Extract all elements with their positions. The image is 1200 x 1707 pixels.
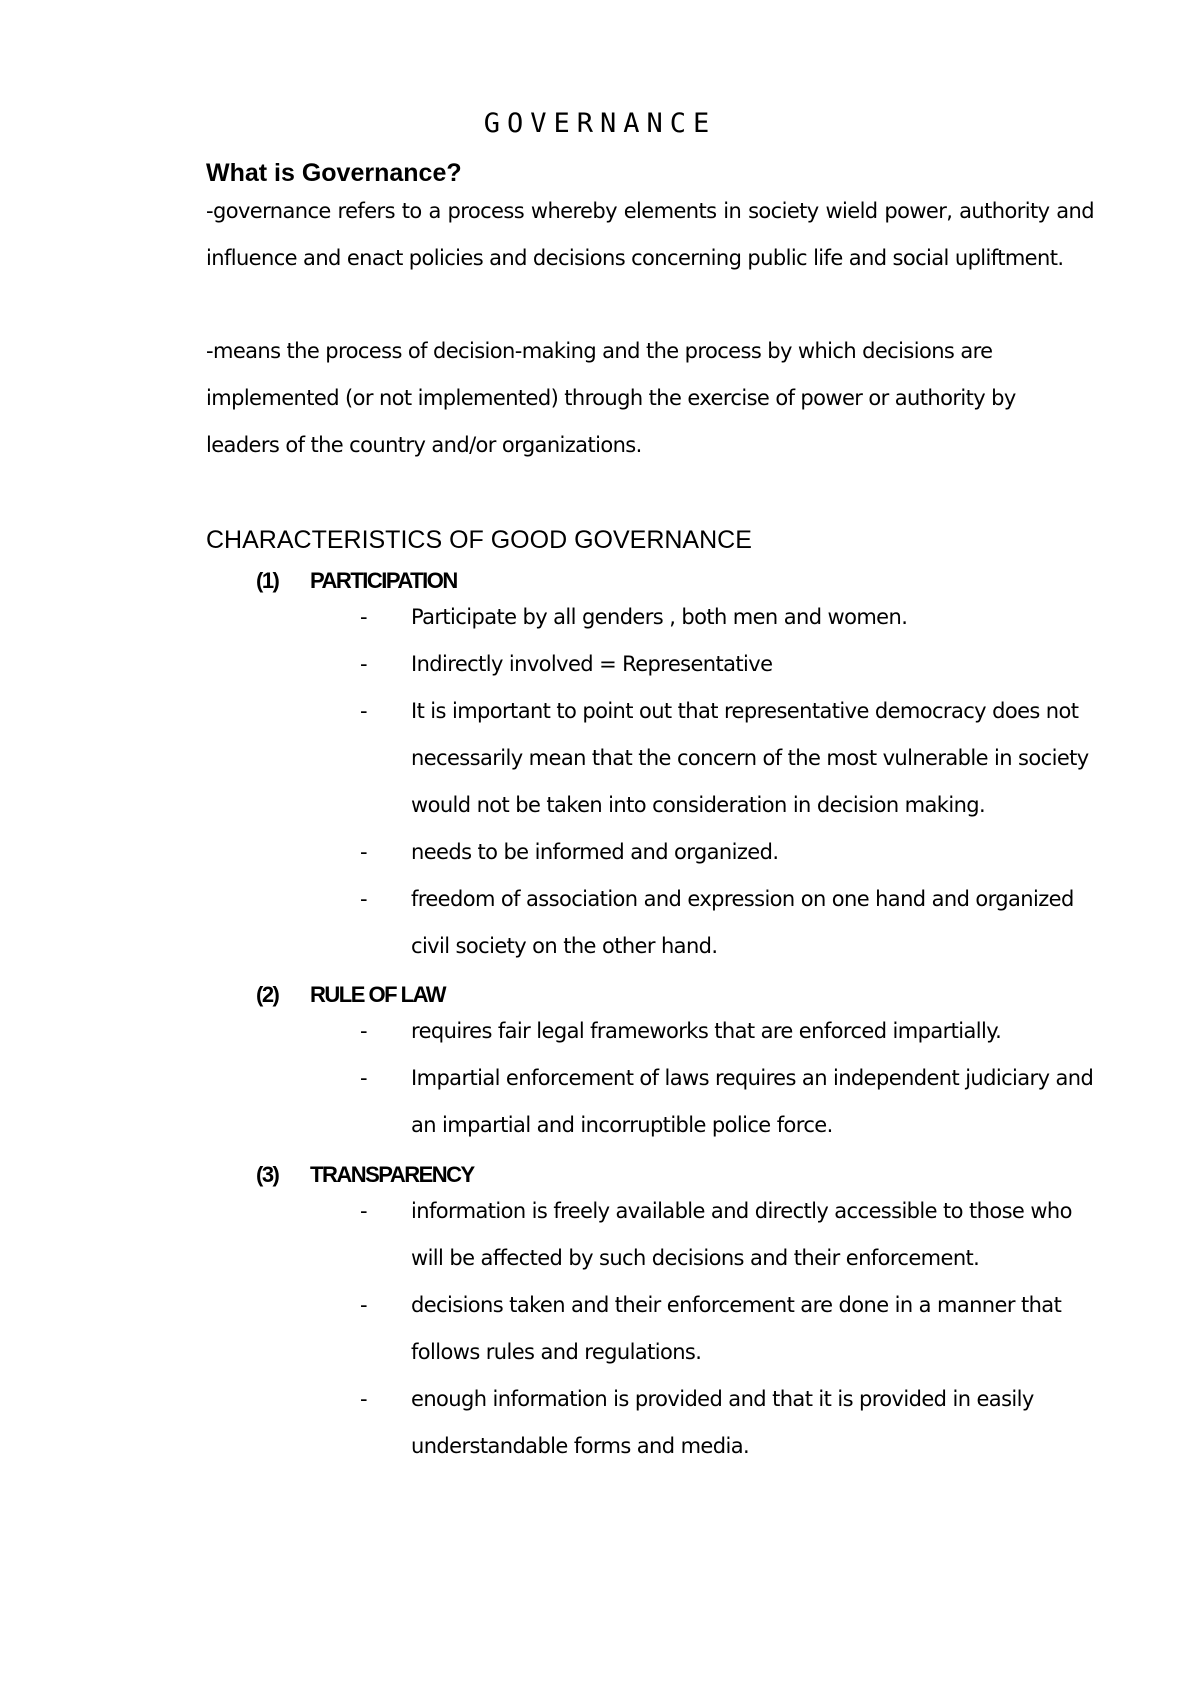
list-item: [360, 641, 1100, 688]
bullet-text: needs to be informed and organized.: [411, 840, 779, 864]
bullet-dash: -: [360, 1387, 367, 1411]
question-heading: What is Governance?: [206, 159, 462, 187]
bullet-dash: -: [360, 840, 367, 864]
section-title: TRANSPARENCY: [310, 1162, 474, 1187]
document-title: GOVERNANCE: [483, 108, 717, 139]
list-item: [360, 1282, 1100, 1376]
bullet-text: requires fair legal frameworks that are enforced impartially.: [411, 1019, 1002, 1043]
section-number: (2): [256, 982, 279, 1007]
list-item: [360, 594, 1100, 641]
bullet-dash: -: [360, 605, 367, 629]
bullet-text: freedom of association and expression on one hand and organized civil society on the other hand.: [411, 887, 1074, 958]
section-number: (1): [256, 568, 279, 593]
bullet-text: enough information is provided and that it is provided in easily understandable forms and media.: [411, 1387, 1034, 1458]
list-item: [360, 1008, 1100, 1055]
section-number: (3): [256, 1162, 279, 1187]
definition-paragraph-1: -governance refers to a process whereby elements in society wield power, authority and influence and enact policies and decisions concerning public life and social upliftment.: [206, 199, 1094, 270]
bullet-dash: -: [360, 699, 367, 723]
section-title: RULE OF LAW: [310, 982, 446, 1007]
bullet-dash: -: [360, 1199, 367, 1223]
list-item: [360, 1376, 1100, 1470]
bullet-text: Indirectly involved = Representative: [411, 652, 773, 676]
bullet-text: Participate by all genders , both men and women.: [411, 605, 908, 629]
bullet-dash: -: [360, 652, 367, 676]
section-title: PARTICIPATION: [310, 568, 457, 593]
list-item: [360, 829, 1100, 876]
bullet-dash: -: [360, 887, 367, 911]
bullet-text: decisions taken and their enforcement are done in a manner that follows rules and regulations.: [411, 1293, 1062, 1364]
bullet-text: information is freely available and directly accessible to those who will be affected by such decisions and their enforcement.: [411, 1199, 1072, 1270]
bullet-text: It is important to point out that representative democracy does not necessarily mean that the concern of the most vulnerable in society would not be taken into consideration in decision making.: [411, 699, 1089, 817]
bullet-text: Impartial enforcement of laws requires an independent judiciary and an impartial and incorruptible police force.: [411, 1066, 1094, 1137]
list-item: [360, 876, 1100, 970]
bullet-dash: -: [360, 1066, 367, 1090]
definition-paragraph-2: -means the process of decision-making and the process by which decisions are implemented (or not implemented) through the exercise of power or authority by leaders of the country and/or organizations.: [206, 339, 1016, 457]
list-item: [360, 1055, 1100, 1149]
bullet-dash: -: [360, 1293, 367, 1317]
bullet-dash: -: [360, 1019, 367, 1043]
characteristics-heading: CHARACTERISTICS OF GOOD GOVERNANCE: [206, 526, 752, 554]
list-item: [360, 1188, 1100, 1282]
list-item: [360, 688, 1100, 829]
